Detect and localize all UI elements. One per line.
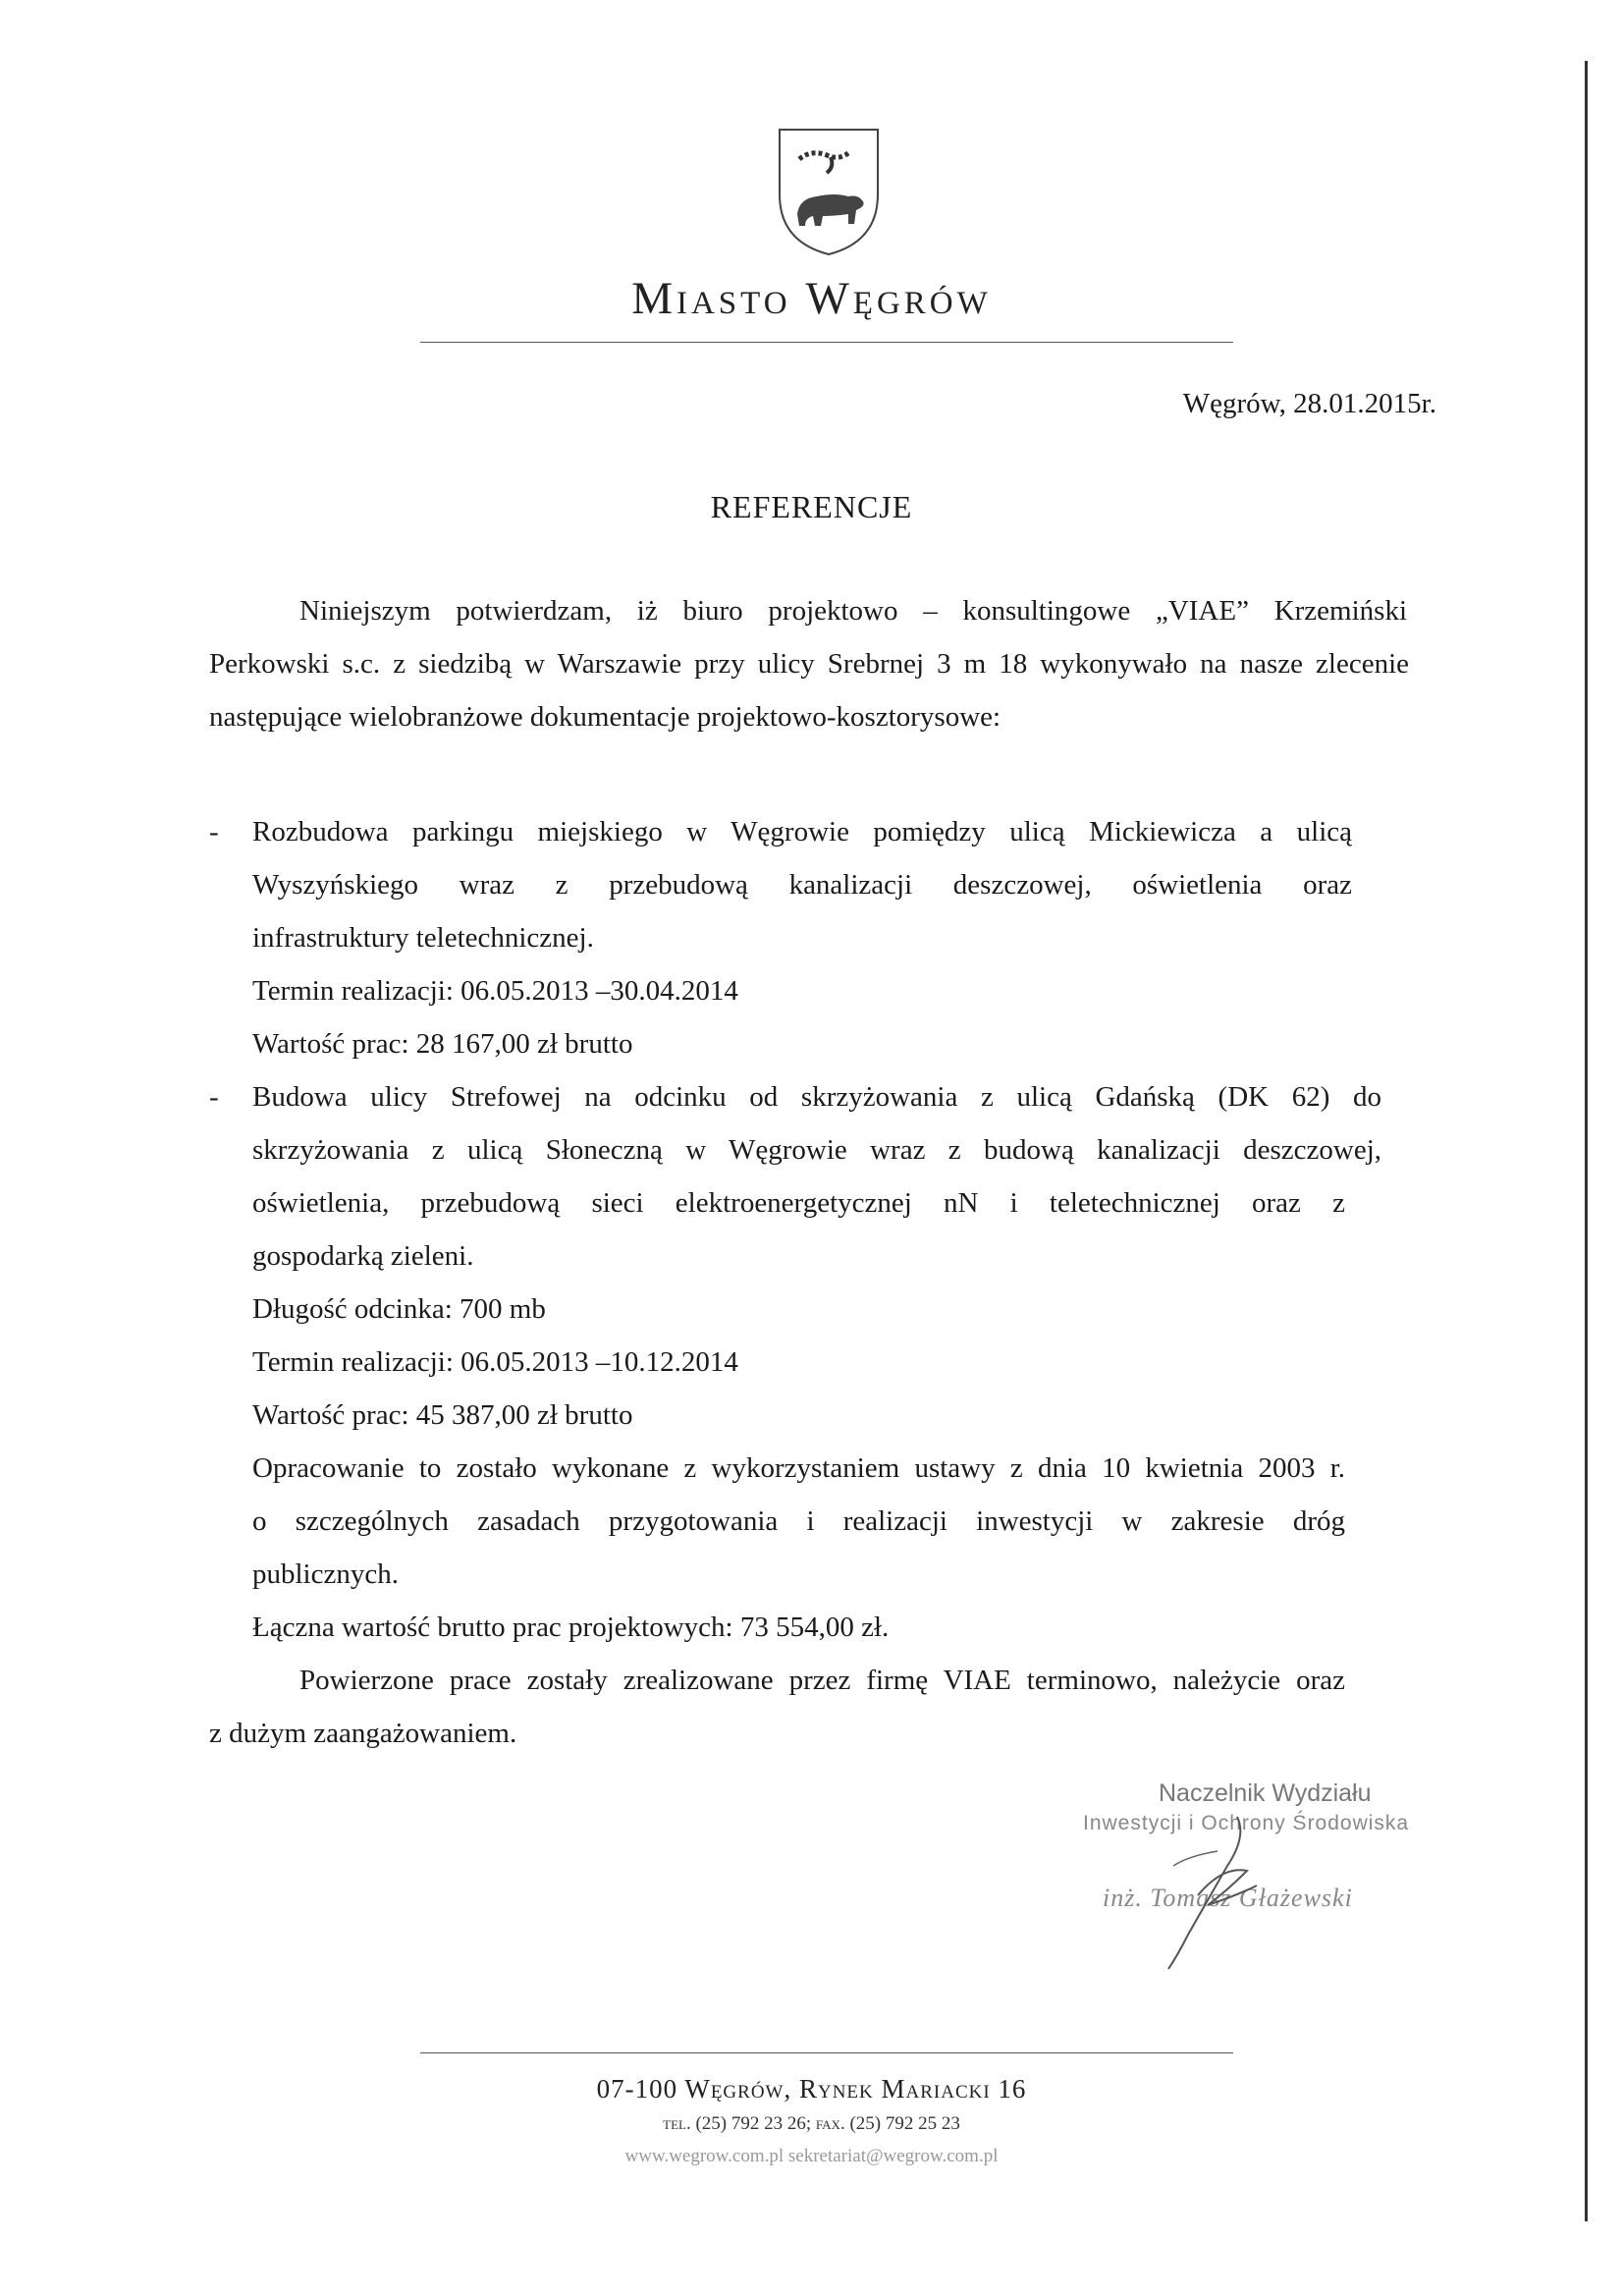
page-edge-line: [1585, 61, 1588, 2221]
stamp-department: Inwestycji i Ochrony Środowiska: [1083, 1812, 1410, 1834]
stamp-title: Naczelnik Wydziału: [1159, 1779, 1372, 1807]
item2-line-4: gospodarką zieleni.: [252, 1240, 474, 1272]
intro-line-1: Niniejszym potwierdzam, iż biuro projektowo – konsultingowe „VIAE” Krzemiński: [299, 595, 1407, 627]
item2-value: Wartość prac: 45 387,00 zł brutto: [252, 1399, 633, 1431]
item2-line-2: skrzyżowania z ulicą Słoneczną w Węgrowie wraz z budową kanalizacji deszczowej,: [252, 1134, 1381, 1166]
bear-coat-of-arms-icon: [776, 126, 882, 258]
list-dash-2: -: [209, 1081, 219, 1113]
item2-line-3: oświetlenia, przebudową sieci elektroenergetycznej nN i teletechnicznej oraz z: [252, 1187, 1345, 1219]
municipality-title: Miasto Węgrów: [631, 273, 992, 324]
item1-value: Wartość prac: 28 167,00 zł brutto: [252, 1028, 633, 1060]
item2-line-1: Budowa ulicy Strefowej na odcinku od skrzyżowania z ulicą Gdańską (DK 62) do: [252, 1081, 1381, 1113]
total-value: Łączna wartość brutto prac projektowych: 73 554,00 zł.: [252, 1612, 890, 1643]
item1-line-1: Rozbudowa parkingu miejskiego w Węgrowie pomiędzy ulicą Mickiewicza a ulicą: [252, 816, 1352, 847]
stamp-name: inż. Tomasz Głażewski: [1103, 1884, 1353, 1912]
item1-term: Termin realizacji: 06.05.2013 –30.04.2014: [252, 975, 738, 1007]
item1-line-3: infrastruktury teletechnicznej.: [252, 922, 594, 954]
item1-line-2: Wyszyńskiego wraz z przebudową kanalizacji deszczowej, oświetlenia oraz: [252, 869, 1352, 901]
handwritten-signature-icon: [1129, 1807, 1286, 1974]
footer-web: www.wegrow.com.pl sekretariat@wegrow.com.pl: [624, 2146, 999, 2166]
footer-divider: [420, 2052, 1233, 2053]
document-date: Węgrów, 28.01.2015r.: [1182, 388, 1436, 419]
footer-address: 07-100 Węgrów, Rynek Mariacki 16: [596, 2074, 1027, 2104]
intro-line-3: następujące wielobranżowe dokumentacje projektowo-kosztorysowe:: [209, 701, 1001, 733]
item2-length: Długość odcinka: 700 mb: [252, 1293, 546, 1325]
header-divider: [420, 342, 1233, 343]
item2-note-line-2: o szczególnych zasadach przygotowania i realizacji inwestycji w zakresie dróg: [252, 1505, 1345, 1537]
intro-line-2: Perkowski s.c. z siedzibą w Warszawie przy ulicy Srebrnej 3 m 18 wykonywało na nasze zlecenie: [209, 648, 1409, 680]
item2-note-line-3: publicznych.: [252, 1558, 399, 1590]
item2-term: Termin realizacji: 06.05.2013 –10.12.2014: [252, 1346, 738, 1378]
item2-note-line-1: Opracowanie to zostało wykonane z wykorzystaniem ustawy z dnia 10 kwietnia 2003 r.: [252, 1452, 1345, 1484]
closing-line-1: Powierzone prace zostały zrealizowane przez firmę VIAE terminowo, należycie oraz: [299, 1665, 1345, 1696]
document-title: REFERENCJE: [710, 489, 913, 524]
footer-contact: tel. (25) 792 23 26; fax. (25) 792 25 23: [663, 2113, 960, 2134]
list-dash-1: -: [209, 816, 219, 847]
closing-line-2: z dużym zaangażowaniem.: [209, 1718, 517, 1749]
